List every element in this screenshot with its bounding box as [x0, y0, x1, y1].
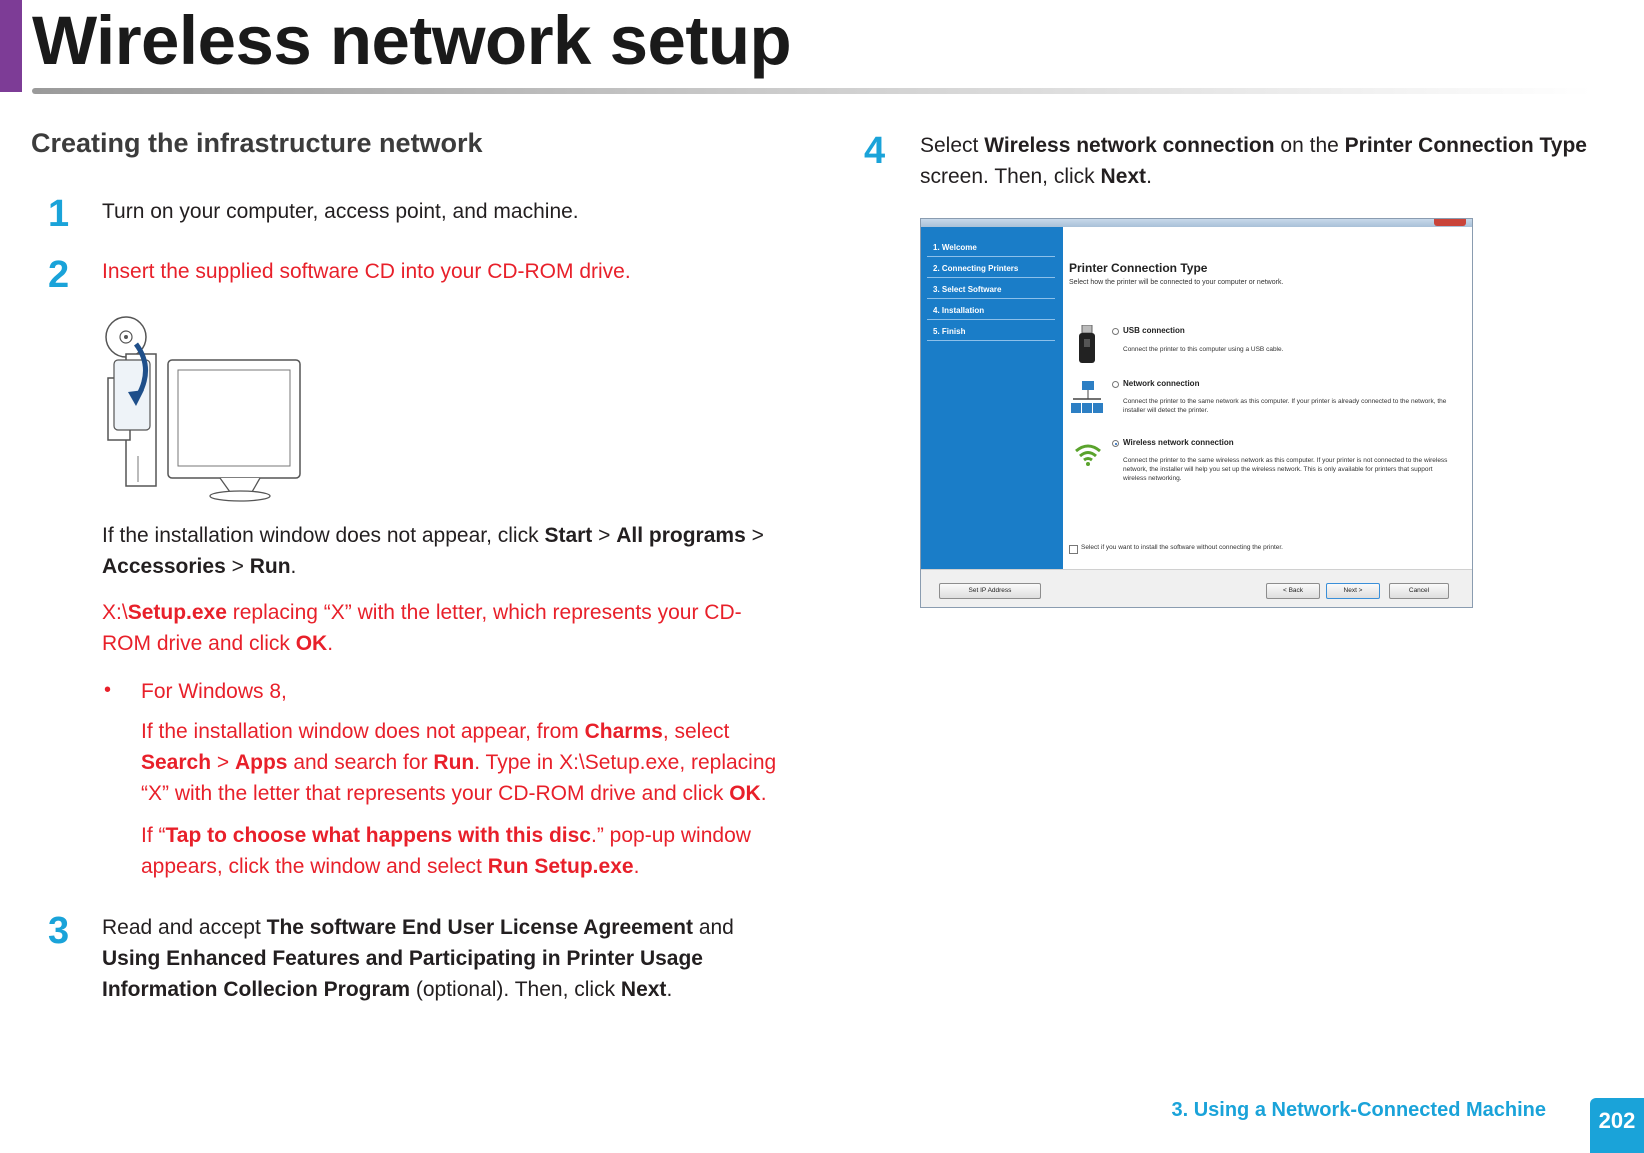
installer-subtitle: Select how the printer will be connected to your computer or network. — [1069, 279, 1284, 286]
wireless-option-title: Wireless network connection — [1123, 438, 1234, 447]
usb-radio — [1112, 328, 1119, 335]
footer-chapter: 3. Using a Network-Connected Machine — [1171, 1099, 1546, 1121]
step-number-1: 1 — [48, 193, 70, 235]
eula-label: The software End User License Agreement — [266, 916, 693, 939]
step-1-text: Turn on your computer, access point, and machine. — [102, 200, 579, 223]
step-number-2: 2 — [48, 254, 70, 296]
installer-step-welcome: 1. Welcome — [927, 238, 1055, 257]
bullet-mark: • — [104, 679, 112, 701]
installer-step-connecting: 2. Connecting Printers — [927, 259, 1055, 278]
step-4-text: Select Wireless network connection on the Printer Connection Type screen. Then, click Next. — [920, 134, 1587, 188]
charms-label: Charms — [584, 720, 663, 743]
installer-step-finish: 5. Finish — [927, 322, 1055, 341]
network-option-title: Network connection — [1123, 379, 1200, 388]
wireless-radio — [1112, 440, 1119, 447]
page-title: Wireless network setup — [32, 2, 792, 79]
network-radio — [1112, 381, 1119, 388]
network-option-desc: Connect the printer to the same network as this computer. If your printer is already connected to the network, the installer will detect the printer. — [1123, 398, 1447, 414]
all-programs-label: All programs — [616, 524, 746, 547]
header-accent-bar — [0, 0, 22, 92]
usb-option-desc: Connect the printer to this computer using a USB cable. — [1123, 346, 1284, 353]
title-divider — [32, 88, 1592, 94]
section-heading: Creating the infrastructure network — [31, 128, 483, 158]
wifi-icon — [1073, 439, 1103, 469]
set-ip-address-button: Set IP Address — [939, 583, 1041, 599]
apps-label: Apps — [234, 751, 288, 774]
printer-connection-type-label: Printer Connection Type — [1344, 134, 1587, 157]
windows-8-bullet: For Windows 8, — [141, 680, 287, 703]
usage-program-label: Information Collecion Program — [102, 978, 411, 1001]
install-without-printer-checkbox — [1069, 545, 1078, 554]
ok-label: OK — [295, 632, 328, 655]
installer-step-installation: 4. Installation — [927, 301, 1055, 320]
step-2-setup-exe-instructions: X:\Setup.exe replacing “X” with the letter, which represents your CD- ROM drive and click OK. — [102, 601, 742, 655]
installer-screenshot — [920, 218, 1473, 608]
run-label-2: Run — [433, 751, 475, 774]
usb-option-title: USB connection — [1123, 326, 1185, 335]
step-number-4: 4 — [864, 130, 886, 172]
installer-titlebar — [921, 219, 1472, 227]
next-label: Next — [620, 978, 667, 1001]
installer-title: Printer Connection Type — [1069, 261, 1208, 275]
next-label-2: Next — [1100, 165, 1147, 188]
next-button: Next > — [1326, 583, 1380, 599]
install-without-printer-label: Select if you want to install the software without connecting the printer. — [1081, 544, 1283, 551]
usb-icon — [1076, 325, 1098, 365]
ok-label-2: OK — [729, 782, 761, 805]
installer-step-software: 3. Select Software — [927, 280, 1055, 299]
windows-8-instructions: If the installation window does not appear, from Charms, select Search > Apps and search for Run. Type in X:\Setup.exe, replacing “X” with the letter that represents your CD-ROM drive and click OK. — [141, 720, 777, 805]
wireless-option-desc: Connect the printer to the same wireless network as this computer. If your printer is not connected to the wireless network, the installer will help you set up the wireless network. This is only available for printers that support wireless networking. — [1123, 457, 1448, 482]
enhanced-features-label: Using Enhanced Features and Participating in Printer Usage — [102, 947, 703, 970]
wireless-connection-label: Wireless network connection — [984, 134, 1275, 157]
installer-button-bar — [921, 569, 1472, 608]
start-menu-label: Start — [544, 524, 593, 547]
close-icon — [1434, 219, 1466, 226]
step-3-text: Read and accept The software End User License Agreement and Using Enhanced Features and Participating in Printer Usage Information Collecion Program (optional). Then, click Next. — [102, 916, 734, 1001]
step-2-text: Insert the supplied software CD into your CD-ROM drive. — [102, 260, 631, 283]
back-button: < Back — [1266, 583, 1320, 599]
installer-sidebar — [921, 227, 1063, 569]
cancel-button: Cancel — [1389, 583, 1449, 599]
tap-to-choose-label: Tap to choose what happens with this disc — [165, 824, 591, 847]
autoplay-instructions: If “Tap to choose what happens with this disc.” pop-up window appears, click the window and select Run Setup.exe. — [141, 824, 751, 878]
setup-exe-label: Setup.exe — [127, 601, 227, 624]
run-setup-exe-label: Run Setup.exe — [487, 855, 634, 878]
network-icon — [1070, 379, 1104, 419]
run-label: Run — [249, 555, 291, 578]
accessories-label: Accessories — [102, 555, 226, 578]
search-label: Search — [141, 751, 212, 774]
computer-with-cd-drive-icon — [102, 308, 302, 508]
page-number: 202 — [1590, 1098, 1644, 1153]
step-number-3: 3 — [48, 910, 70, 952]
step-2-run-instructions: If the installation window does not appear, click Start > All programs > Accessories > Run. — [102, 524, 764, 578]
